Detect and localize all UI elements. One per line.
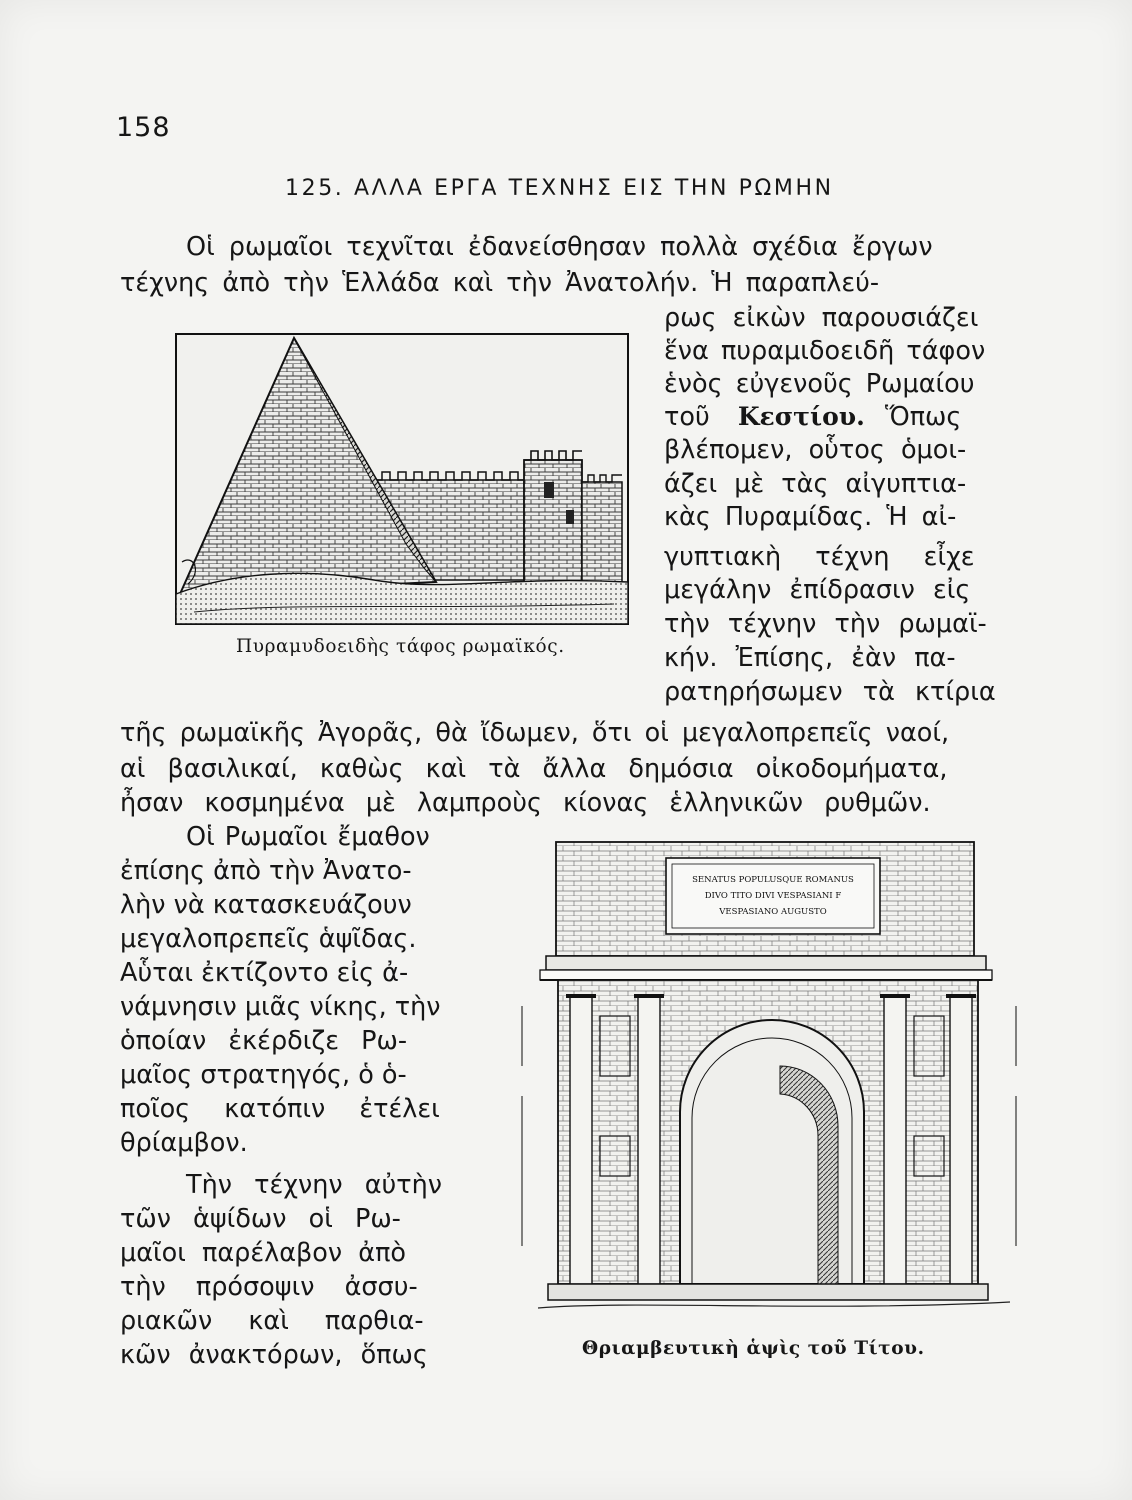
pyramid-illustration <box>174 332 630 632</box>
text-line: τῆς ρωμαϊκῆς Ἀγορᾶς, θὰ ἴδωμεν, ὅτι οἱ μεγαλοπρεπεῖς ναοί, <box>120 718 950 748</box>
text-line: κήν. Ἐπίσης, ἐὰν πα- <box>664 643 956 673</box>
text-line: Οἱ ρωμαῖοι τεχνῖται ἐδανείσθησαν πολλὰ σχέδια ἔργων <box>186 232 933 262</box>
text-line: Οἱ Ρωμαῖοι ἔμαθον <box>186 822 430 852</box>
text-line: κὰς Πυραμίδας. Ἡ αἰ- <box>664 502 957 532</box>
text-line: ὁποίαν ἐκέρδιζε Ρω- <box>120 1026 408 1056</box>
text-segment: τοῦ <box>664 402 710 432</box>
text-line: ἦσαν κοσμημένα μὲ λαμπροὺς κίονας ἑλληνικῶν ρυθμῶν. <box>120 788 931 818</box>
text-line: μαῖος στρατηγός, ὁ ὁ- <box>120 1060 407 1090</box>
arch-inscription-line: DIVO TITO DIVI VESPASIANI F <box>704 891 842 901</box>
text-line: τὴν τέχνην τὴν ρωμαϊ- <box>664 609 987 639</box>
text-line: ρως εἰκὼν παρουσιάζει <box>664 303 979 333</box>
text-line: ἕνα πυραμιδοειδῆ τάφον <box>664 336 986 366</box>
text-line: Τὴν τέχνην αὐτὴν <box>186 1170 443 1200</box>
text-line: τὴν πρόσοψιν ἀσσυ- <box>120 1272 418 1302</box>
bold-name: Κεστίου. <box>737 402 865 431</box>
text-line: νάμνησιν μιᾶς νίκης, τὴν <box>120 992 441 1022</box>
text-line: ἐπίσης ἀπὸ τὴν Ἀνατο- <box>120 856 412 886</box>
section-heading: 125. ΑΛΛΑ ΕΡΓΑ ΤΕΧΝΗΣ ΕΙΣ ΤΗΝ ΡΩΜΗΝ <box>285 176 834 201</box>
text-line: Αὗται ἐκτίζοντο εἰς ἀ- <box>120 958 409 988</box>
arch-caption: Θριαμβευτικὴ ἁψὶς τοῦ Τίτου. <box>582 1338 925 1359</box>
text-line: ἑνὸς εὐγενοῦς Ρωμαίου <box>664 369 975 399</box>
text-line: λὴν νὰ κατασκευάζουν <box>120 890 412 920</box>
text-line: κῶν ἀνακτόρων, ὅπως <box>120 1340 428 1370</box>
text-line: ριακῶν καὶ παρθια- <box>120 1306 424 1336</box>
text-line: αἱ βασιλικαί, καθὼς καὶ τὰ ἄλλα δημόσια οἰκοδομήματα, <box>120 754 948 784</box>
arch-inscription-line: VESPASIANO AUGUSTO <box>719 907 827 917</box>
text-line: θρίαμβον. <box>120 1128 248 1158</box>
text-line: μαῖοι παρέλαβον ἀπὸ <box>120 1238 407 1268</box>
text-line <box>664 402 961 432</box>
text-line: άζει μὲ τὰς αἰγυπτια- <box>664 469 967 499</box>
text-segment: Ὅπως <box>884 402 962 432</box>
arch-inscription-line: SENATUS POPULUSQUE ROMANUS <box>692 875 854 885</box>
pyramid-caption: Πυραμυδοειδὴς τάφος ρωμαϊκός. <box>236 636 565 657</box>
text-line: μεγαλοπρεπεῖς ἁψῖδας. <box>120 924 417 954</box>
page-number: 158 <box>116 112 171 143</box>
text-line: μεγάλην ἐπίδρασιν εἰς <box>664 575 971 605</box>
text-line: τέχνης ἀπὸ τὴν Ἑλλάδα καὶ τὴν Ἀνατολήν. Ἡ παραπλεύ- <box>120 268 880 298</box>
text-line: γυπτιακὴ τέχνη εἶχε <box>664 542 975 572</box>
text-line: ρατηρήσωμεν τὰ κτίρια <box>664 677 996 707</box>
text-line: βλέπομεν, οὗτος ὁμοι- <box>664 435 967 465</box>
text-line: ποῖος κατόπιν ἐτέλει <box>120 1094 440 1124</box>
text-line: τῶν ἁψίδων οἱ Ρω- <box>120 1204 401 1234</box>
arch-illustration <box>518 836 1028 1316</box>
